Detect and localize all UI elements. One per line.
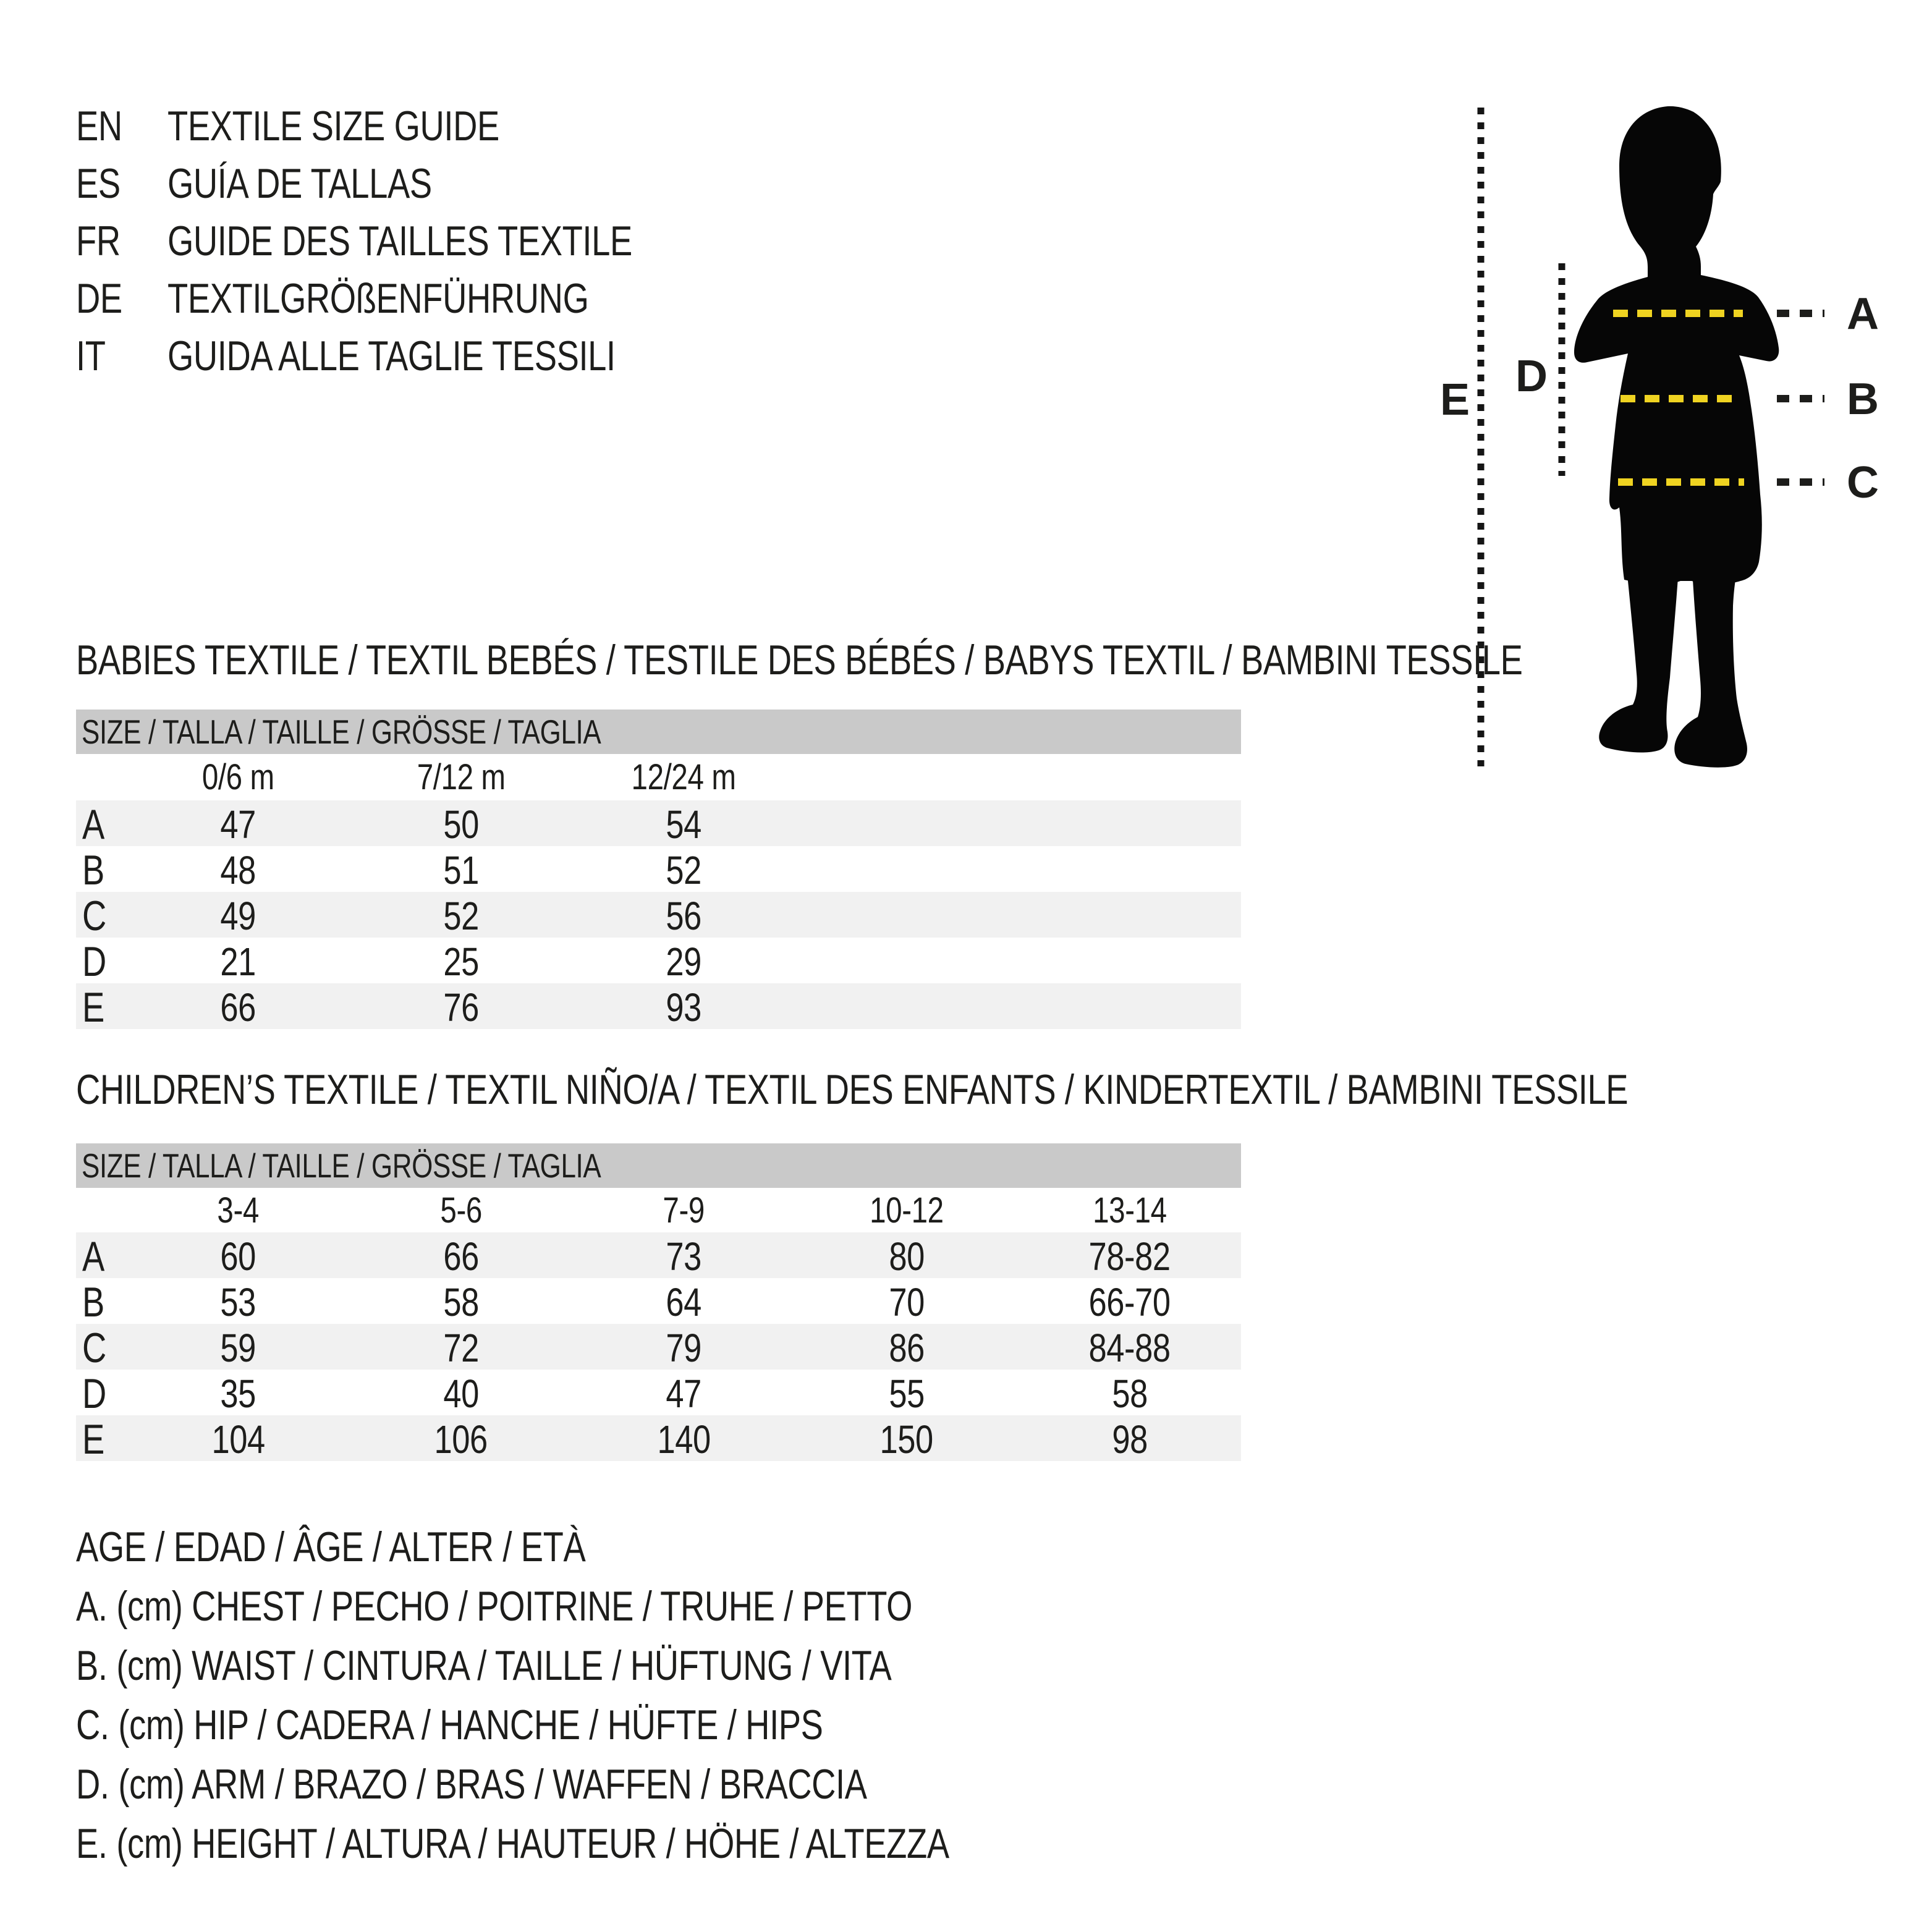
table-cell: 40	[443, 1371, 479, 1416]
table-row	[76, 1370, 1241, 1415]
children-size-header-bar	[76, 1143, 1241, 1188]
babies-column-header-row	[76, 754, 1241, 800]
table-cell: 29	[666, 939, 702, 984]
table-row	[76, 1232, 1241, 1278]
table-row	[76, 983, 1241, 1029]
row-label: A	[82, 801, 104, 848]
table-cell: 64	[666, 1280, 702, 1324]
language-code: ES	[76, 159, 121, 207]
row-label: E	[82, 1416, 104, 1463]
children-column-header: 3-4	[217, 1190, 260, 1231]
table-cell: 106	[434, 1417, 488, 1462]
table-cell: 73	[666, 1234, 702, 1279]
table-row	[76, 800, 1241, 846]
legend-line-chest: A. (cm) CHEST / PECHO / POITRINE / TRUHE / PETTO	[76, 1583, 913, 1630]
row-label: B	[82, 1279, 104, 1326]
babies-table-body	[76, 800, 1241, 1029]
row-label: C	[82, 892, 106, 939]
children-column-header: 7-9	[663, 1190, 705, 1231]
table-cell: 84-88	[1088, 1326, 1171, 1370]
table-cell: 25	[443, 939, 479, 984]
language-title-list	[76, 97, 748, 384]
table-row	[76, 846, 1241, 892]
table-cell: 150	[879, 1417, 934, 1462]
table-cell: 50	[443, 802, 479, 847]
guide-title: GUIDE DES TAILLES TEXTILE	[167, 217, 632, 265]
table-cell: 60	[220, 1234, 256, 1279]
table-cell: 58	[1111, 1371, 1148, 1416]
table-cell: 79	[666, 1326, 702, 1370]
measurement-legend	[76, 1517, 1167, 1873]
babies-column-header: 7/12 m	[417, 757, 506, 797]
children-size-header-text: SIZE / TALLA / TAILLE / GRÖSSE / TAGLIA	[82, 1146, 601, 1185]
guide-title: GUÍA DE TALLAS	[167, 159, 432, 207]
table-cell: 86	[889, 1326, 925, 1370]
language-row	[76, 327, 748, 384]
table-cell: 54	[666, 802, 702, 847]
arm-label: D	[1515, 352, 1548, 401]
children-column-header: 5-6	[440, 1190, 482, 1231]
table-cell: 78-82	[1088, 1234, 1171, 1279]
babies-column-header: 12/24 m	[632, 757, 736, 797]
table-cell: 53	[220, 1280, 256, 1324]
table-row	[76, 1324, 1241, 1370]
language-code: EN	[76, 102, 122, 150]
language-row	[76, 97, 748, 155]
children-table-body	[76, 1232, 1241, 1461]
table-cell: 47	[220, 802, 256, 847]
height-label: E	[1440, 375, 1470, 425]
children-column-header-row	[76, 1188, 1241, 1232]
guide-title: TEXTILGRÖßENFÜHRUNG	[167, 274, 589, 322]
waist-label: B	[1847, 375, 1879, 424]
table-cell: 76	[443, 985, 479, 1030]
table-cell: 48	[220, 848, 256, 892]
table-cell: 59	[220, 1326, 256, 1370]
guide-title: TEXTILE SIZE GUIDE	[167, 102, 499, 150]
babies-size-header-bar	[76, 710, 1241, 754]
children-column-header: 10-12	[870, 1190, 944, 1231]
table-row	[76, 938, 1241, 983]
table-cell: 55	[889, 1371, 925, 1416]
hip-label: C	[1847, 458, 1879, 507]
row-label: C	[82, 1324, 106, 1371]
table-cell: 51	[443, 848, 479, 892]
table-cell: 140	[657, 1417, 711, 1462]
table-cell: 93	[666, 985, 702, 1030]
chest-label: A	[1847, 289, 1879, 339]
child-silhouette	[1574, 106, 1779, 584]
table-cell: 104	[211, 1417, 265, 1462]
table-cell: 80	[889, 1234, 925, 1279]
legend-line-waist: B. (cm) WAIST / CINTURA / TAILLE / HÜFTUNG / VITA	[76, 1642, 892, 1689]
table-cell: 66-70	[1088, 1280, 1171, 1324]
children-column-header: 13-14	[1092, 1190, 1167, 1231]
babies-column-header: 0/6 m	[201, 757, 274, 797]
row-label: E	[82, 984, 104, 1031]
table-cell: 70	[889, 1280, 925, 1324]
table-row	[76, 1278, 1241, 1324]
row-label: B	[82, 847, 104, 894]
table-cell: 72	[443, 1326, 479, 1370]
measurement-diagram	[1421, 62, 1932, 803]
table-row	[76, 1415, 1241, 1461]
language-code: IT	[76, 332, 106, 379]
language-row	[76, 155, 748, 212]
row-label: A	[82, 1233, 104, 1280]
table-cell: 49	[220, 894, 256, 938]
row-label: D	[82, 938, 106, 985]
babies-section-title-text: BABIES TEXTILE / TEXTIL BEBÉS / TESTILE DES BÉBÉS / BABYS TEXTIL / BAMBINI TESSILE	[76, 637, 1523, 684]
legend-line-arm: D. (cm) ARM / BRAZO / BRAS / WAFFEN / BRACCIA	[76, 1761, 867, 1808]
table-cell: 21	[220, 939, 256, 984]
table-cell: 58	[443, 1280, 479, 1324]
children-section-title-text: CHILDREN’S TEXTILE / TEXTIL NIÑO/A / TEXTIL DES ENFANTS / KINDERTEXTIL / BAMBINI TESSILE	[76, 1066, 1629, 1113]
babies-section-title	[76, 637, 1884, 684]
children-section-title	[76, 1066, 1932, 1113]
table-cell: 66	[443, 1234, 479, 1279]
language-row	[76, 269, 748, 327]
legend-line-age: AGE / EDAD / ÂGE / ALTER / ETÀ	[76, 1523, 586, 1570]
table-cell: 47	[666, 1371, 702, 1416]
babies-size-header-text: SIZE / TALLA / TAILLE / GRÖSSE / TAGLIA	[82, 713, 601, 751]
language-row	[76, 212, 748, 269]
table-cell: 35	[220, 1371, 256, 1416]
table-cell: 52	[666, 848, 702, 892]
guide-title: GUIDA ALLE TAGLIE TESSILI	[167, 332, 616, 379]
table-cell: 56	[666, 894, 702, 938]
row-label: D	[82, 1370, 106, 1417]
table-row	[76, 892, 1241, 938]
language-code: DE	[76, 274, 122, 322]
legend-line-height: E. (cm) HEIGHT / ALTURA / HAUTEUR / HÖHE / ALTEZZA	[76, 1820, 949, 1867]
table-cell: 52	[443, 894, 479, 938]
legend-line-hip: C. (cm) HIP / CADERA / HANCHE / HÜFTE / HIPS	[76, 1701, 823, 1748]
table-cell: 98	[1111, 1417, 1148, 1462]
table-cell: 66	[220, 985, 256, 1030]
language-code: FR	[76, 217, 121, 265]
